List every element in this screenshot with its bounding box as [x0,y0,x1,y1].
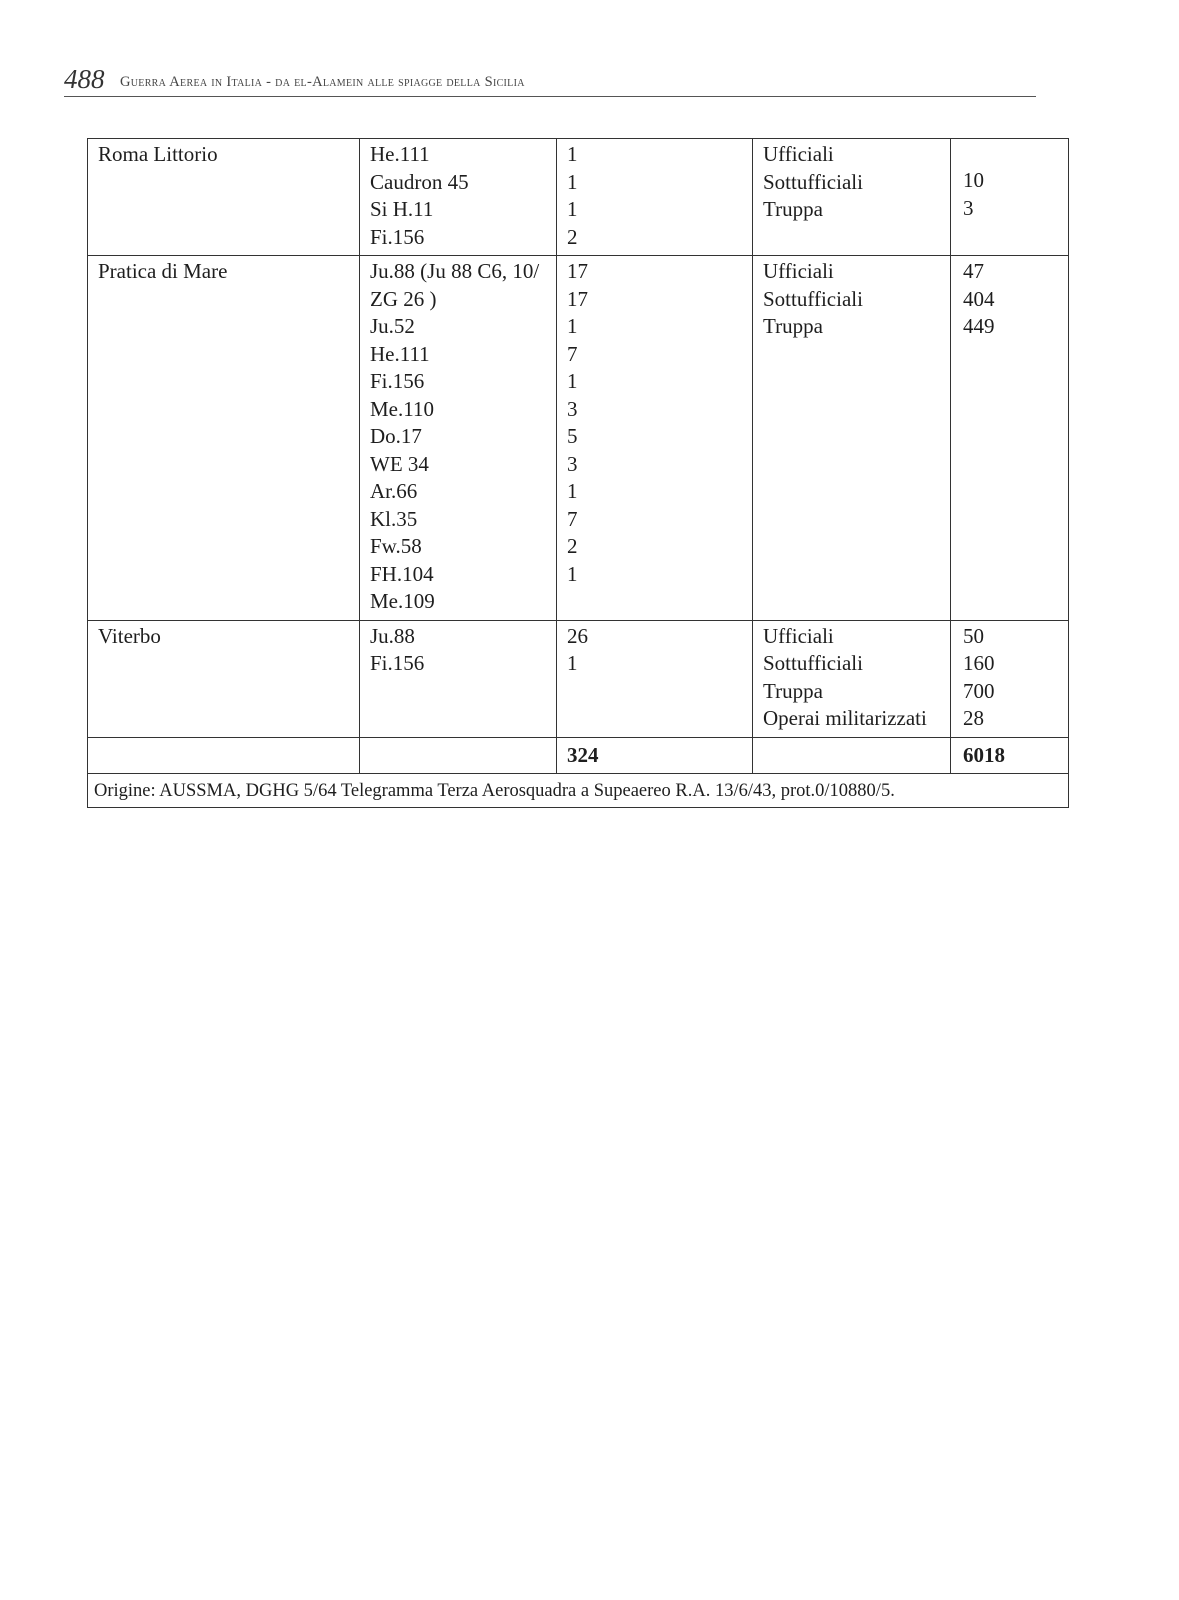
personnel-count: 10 [963,168,984,192]
personnel-category: Truppa [763,197,823,221]
aircraft-cell [360,139,557,255]
personnel-cell [753,256,951,620]
aircraft-count: 2 [567,534,578,558]
aircraft-count: 7 [567,341,578,366]
personnel-total: 6018 [963,742,1005,767]
personnel-count-cell [951,621,1068,737]
aircraft-type: Ju.52 [370,314,415,338]
aircraft-count: 5 [567,424,578,448]
personnel-count: 47 [963,259,984,283]
aircraft-type: Si H.11 [370,197,434,221]
personnel-category: Ufficiali [763,142,834,166]
aircraft-type: He.111 [370,142,430,166]
aircraft-count: 26 [567,623,588,648]
table-row [88,256,1068,621]
aircraft-type: Me.110 [370,396,434,421]
personnel-category: Ufficiali [763,623,834,648]
aircraft-count: 7 [567,506,578,531]
aircraft-count-cell [557,256,753,620]
aircraft-count: 3 [567,396,578,421]
page-number: 488 [64,64,105,94]
table-row [88,139,1068,256]
aircraft-cell [360,256,557,620]
personnel-count: 449 [963,314,995,338]
aircraft-count: 1 [567,314,578,338]
empty-cell [360,738,557,774]
aircraft-type: Ar.66 [370,479,418,503]
empty-cell [753,738,951,774]
aircraft-count: 1 [567,169,578,194]
base-cell [88,256,360,620]
aircraft-count-cell [557,139,753,255]
source-row [88,774,1068,807]
aircraft-type: Do.17 [370,424,422,448]
aircraft-count: 1 [567,651,578,675]
aircraft-type: Fi.156 [370,224,425,249]
aircraft-type: Fi.156 [370,651,425,675]
aircraft-count: 1 [567,142,578,166]
personnel-count-cell [951,256,1068,620]
personnel-category: Operai militarizzati [763,706,927,730]
aircraft-count: 1 [567,197,578,221]
aircraft-count: 3 [567,451,578,476]
aircraft-type: Ju.88 (Ju 88 C6, 10/ [370,259,540,283]
personnel-count-cell [951,139,1068,255]
empty-cell [88,738,360,774]
page-header [64,62,1036,97]
aircraft-cell [360,621,557,737]
aircraft-count: 17 [567,259,588,283]
personnel-category: Truppa [763,314,823,338]
personnel-category: Sottufficiali [763,286,863,311]
base-name: Viterbo [98,623,161,648]
aircraft-type: He.111 [370,341,430,366]
aircraft-count: 17 [567,286,588,311]
personnel-cell [753,621,951,737]
personnel-category: Truppa [763,678,823,703]
aircraft-count: 1 [567,479,578,503]
base-cell [88,139,360,255]
base-name: Roma Littorio [98,142,218,166]
aircraft-type: Caudron 45 [370,169,469,194]
aircraft-count: 2 [567,224,578,249]
base-cell [88,621,360,737]
personnel-count: 50 [963,623,984,648]
personnel-category: Sottufficiali [763,169,863,194]
aircraft-count: 1 [567,561,578,586]
personnel-count: 404 [963,286,995,311]
base-name: Pratica di Mare [98,259,228,283]
aircraft-type: Kl.35 [370,506,418,531]
running-title: Guerra Aerea in Italia - da el-Alamein alle spiagge della Sicilia [120,74,525,90]
aircraft-type: Fi.156 [370,369,425,393]
personnel-category: Sottufficiali [763,651,863,675]
personnel-cell [753,139,951,255]
table-row [88,621,1068,738]
aircraft-type: Ju.88 [370,623,415,648]
aircraft-type: Fw.58 [370,534,422,558]
aircraft-type: Me.109 [370,589,435,613]
aircraft-type: ZG 26 ) [370,286,437,311]
aircraft-count: 1 [567,369,578,393]
aircraft-count-cell [557,621,753,737]
personnel-count: 160 [963,651,995,675]
personnel-count: 28 [963,706,984,730]
personnel-count: 700 [963,678,995,703]
personnel-category: Ufficiali [763,259,834,283]
source-note: Origine: AUSSMA, DGHG 5/64 Telegramma Terza Aerosquadra a Supeaereo R.A. 13/6/43, prot.0/10880/5. [94,781,895,801]
aircraft-type: WE 34 [370,451,429,476]
aircraft-personnel-table [87,138,1069,808]
aircraft-total: 324 [557,738,753,774]
personnel-count: 3 [963,195,974,220]
aircraft-type: FH.104 [370,561,434,586]
totals-row [88,738,1068,775]
